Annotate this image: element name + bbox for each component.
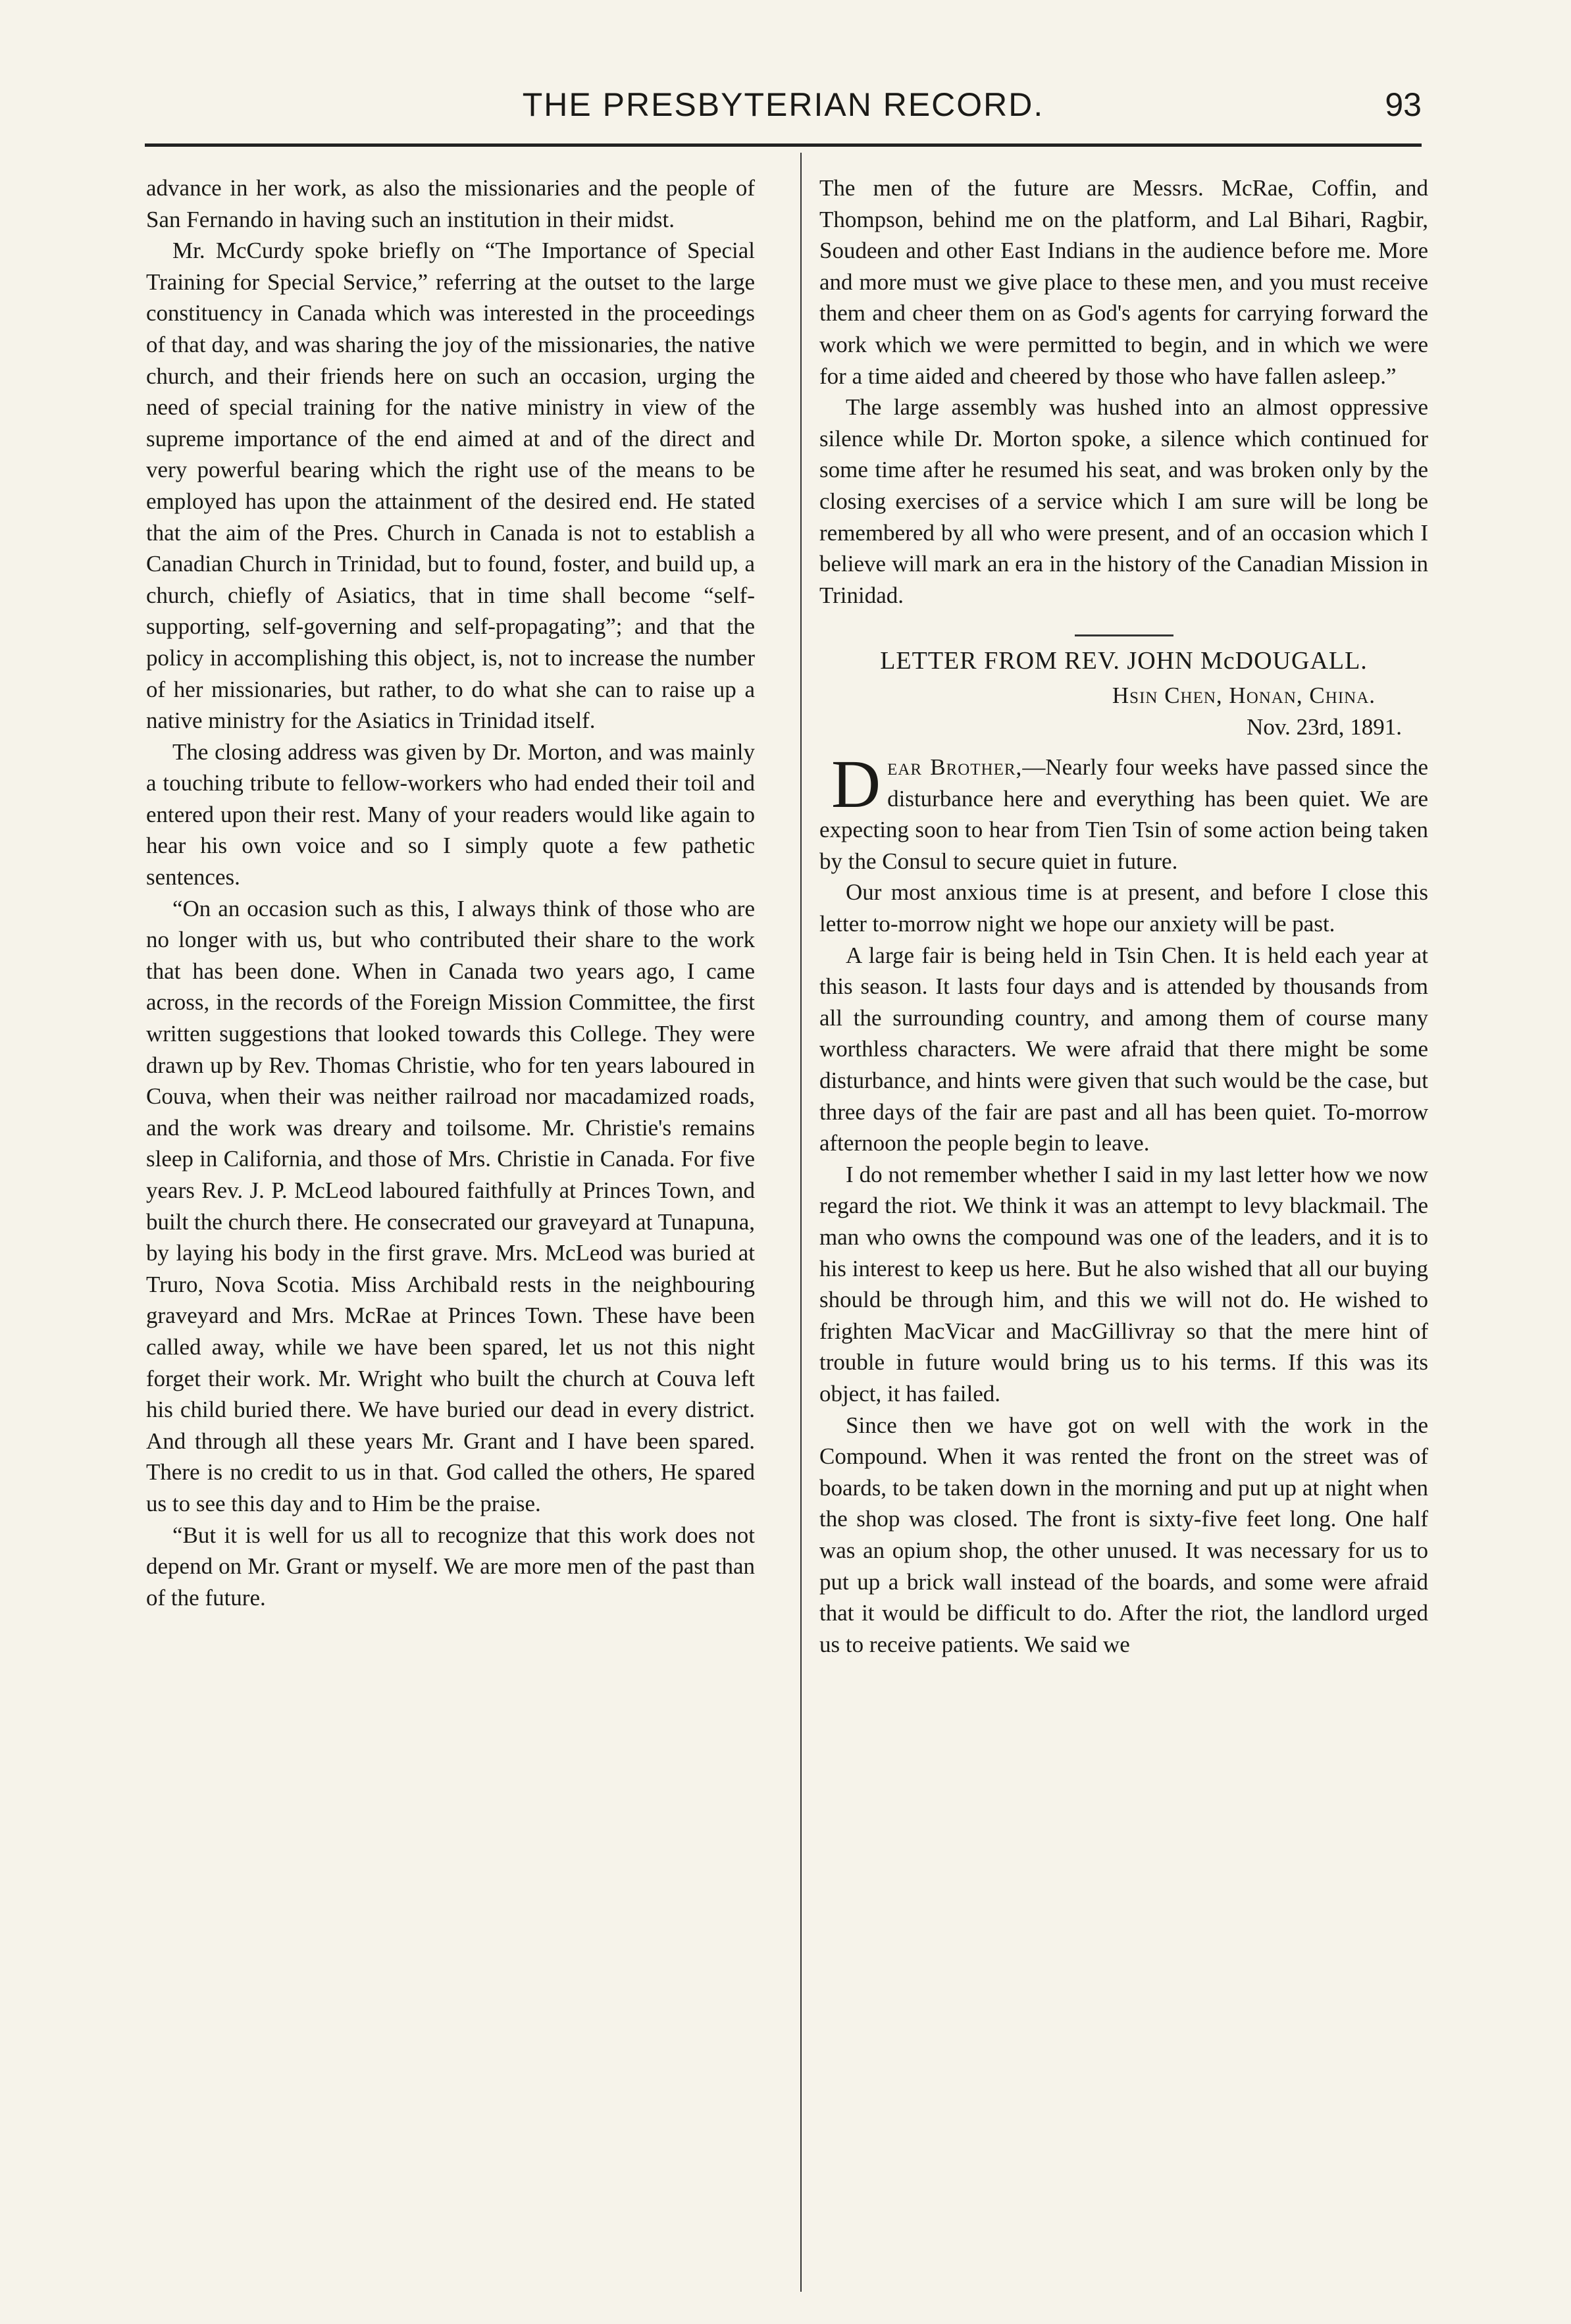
left-column — [146, 172, 755, 1613]
salutation-text: —Nearly four weeks have passed since the disturbance here and everything has been quiet. We are expecting soon to hear from Tien Tsin of some action being taken by the Consul to secure quiet in future. — [819, 754, 1428, 874]
paragraph: The men of the future are Messrs. McRae, Coffin, and Thompson, behind me on the platform, and Lal Bihari, Ragbir, Soudeen and other East Indians in the audience before me. More and more must we give place to these men, and you must receive them and cheer them on as God's agents for carrying forward the work which we were permitted to begin, and in which we were for a time aided and cheered by those who have fallen asleep.” — [819, 175, 1428, 389]
paragraph: The large assembly was hushed into an almost oppressive silence while Dr. Morton spoke, a silence which continued for some time after he resumed his seat, and was broken only by the closing exercises of a service which I am sure will be long be remembered by all who were present, and of an occasion which I believe will mark an era in the history of the Canadian Mission in Trinidad. — [819, 394, 1428, 608]
running-title: THE PRESBYTERIAN RECORD. — [522, 86, 1044, 123]
header-rule — [145, 143, 1422, 147]
paragraph: A large fair is being held in Tsin Chen. It is held each year at this season. It lasts four days and is attended by thousands from all the surrounding country, and among them of course many worthless characters. We were afraid that there might be some disturbance, and hints were given that such would be the case, but three days of the fair are past and all has been quiet. To-morrow afternoon the people begin to leave. — [819, 942, 1428, 1156]
right-column — [819, 172, 1428, 1660]
page-number: 93 — [1385, 86, 1422, 123]
drop-cap: D — [831, 746, 881, 823]
paragraph: Mr. McCurdy spoke briefly on “The Importance of Special Training for Special Service,” referring at the outset to the large constituency in Canada which was interested in the proceedings of that day, and was sharing the joy of the missionaries, the native church, and their friends here on such an occasion, urging the need of special training for the native ministry in view of the supreme importance of the end aimed at and of the direct and very powerful bearing which the right use of the means to be employed has upon the attainment of the desired end. He stated that the aim of the Pres. Church in Canada is not to establish a Canadian Church in Trinidad, but to found, foster, and build up, a church, chiefly of Asiatics, that in time shall become “self-supporting, self-governing and self-propagating”; and that the policy in accomplishing this object, is, not to increase the number of her missionaries, but rather, to do what she can to raise up a native ministry for the Asiatics in Trinidad itself. — [146, 238, 755, 734]
paragraph: Our most anxious time is at present, and before I close this letter to-morrow night we hope our anxiety will be past. — [819, 879, 1428, 937]
letter-place: Hsin Chen, Honan, China. — [1112, 682, 1376, 708]
section-rule — [1075, 634, 1173, 636]
paragraph: “On an occasion such as this, I always think of those who are no longer with us, but who contributed their share to the work that has been done. When in Canada two years ago, I came across, in the records of the Foreign Mission Committee, the first written suggestions that looked towards this College. They were drawn up by Rev. Thomas Christie, who for ten years laboured in Couva, when their was neither railroad nor macadamized roads, and the work was dreary and toilsome. Mr. Christie's remains sleep in California, and those of Mrs. Christie in Canada. For five years Rev. J. P. McLeod laboured faithfully at Princes Town, and built the church there. He consecrated our graveyard at Tunapuna, by laying his body in the first grave. Mrs. McLeod was buried at Truro, Nova Scotia. Miss Archibald rests in the neighbouring graveyard and Mrs. McRae at Princes Town. These have been called away, while we have been spared, let us not this night forget their work. Mr. Wright who built the church at Couva left his child buried there. We have buried our dead in every district. And through all these years Mr. Grant and I have been spared. There is no credit to us in that. God called the others, He spared us to see this day and to Him be the praise. — [146, 895, 755, 1516]
paragraph: advance in her work, as also the missionaries and the people of San Fernando in having such an institution in their midst. — [146, 175, 755, 232]
letter-date: Nov. 23rd, 1891. — [1247, 713, 1402, 740]
paragraph: Since then we have got on well with the work in the Compound. When it was rented the front on the street was of boards, to be taken down in the morning and put up at night when the shop was closed. The front is sixty-five feet long. One half was an opium shop, the other unused. It was necessary for us to put up a brick wall instead of the boards, and some were afraid that it would be difficult to do. After the riot, the landlord urged us to receive patients. We said we — [819, 1412, 1428, 1657]
letter-opening-paragraph — [819, 746, 1428, 877]
page-header — [145, 79, 1422, 132]
column-divider — [800, 153, 802, 2292]
letter-heading: LETTER FROM REV. JOHN McDOUGALL. — [880, 647, 1368, 675]
paragraph: I do not remember whether I said in my last letter how we now regard the riot. We think it was an attempt to levy blackmail. The man who owns the compound was one of the leaders, and it is to his interest to keep us here. But he also wished that all our buying should be through him, and this we will not do. He wished to frighten MacVicar and MacGillivray so that the mere hint of trouble in future would bring us to his terms. If this was its object, it has failed. — [819, 1161, 1428, 1407]
salutation: ear Brother, — [887, 754, 1023, 781]
paragraph: The closing address was given by Dr. Morton, and was mainly a touching tribute to fellow-workers who had ended their toil and entered upon their rest. Many of your readers would like again to hear his own voice and so I simply quote a few pathetic sentences. — [146, 738, 755, 891]
paragraph: “But it is well for us all to recognize that this work does not depend on Mr. Grant or myself. We are more men of the past than of the future. — [146, 1522, 755, 1611]
